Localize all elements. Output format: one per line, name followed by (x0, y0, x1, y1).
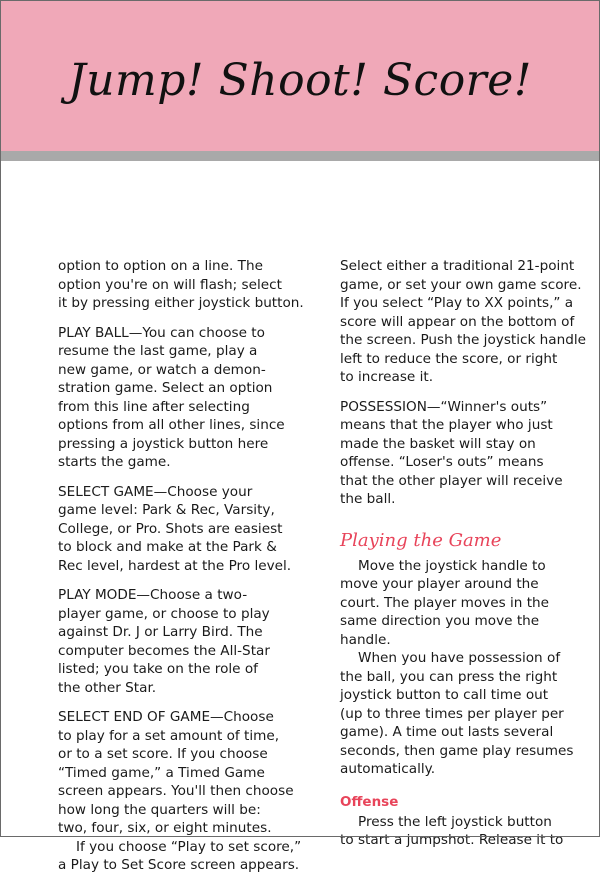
text-line: Select either a traditional 21-point (340, 258, 575, 274)
text-line: to block and make at the Park & (58, 539, 277, 555)
text-line: automatically. (340, 761, 436, 777)
text-line: SELECT GAME—Choose your (58, 483, 253, 500)
text-line: POSSESSION—“Winner's outs” (340, 398, 548, 415)
text-line: “Timed game,” a Timed Game (58, 764, 265, 781)
text-line: left to reduce the score, or right (340, 350, 558, 367)
text-line: pressing a joystick button here (58, 435, 269, 452)
text-line: seconds, then game play resumes (340, 742, 574, 759)
text-line: Rec level, hardest at the Pro level. (58, 557, 292, 574)
text-line: against Dr. J or Larry Bird. The (58, 624, 263, 640)
text-line: to start a jumpshot. Release it to (340, 832, 564, 848)
text-line: handle. (340, 631, 391, 648)
text-line: stration game. Select an option (58, 380, 273, 396)
text-line: means that the player who just (340, 417, 553, 433)
text-line: the ball. (340, 491, 396, 507)
text-line: If you choose “Play to set score,” (76, 838, 302, 855)
text-line: starts the game. (58, 454, 171, 470)
text-line: it by pressing either joystick button. (58, 295, 304, 311)
text-line: new game, or watch a demon- (58, 361, 266, 378)
text-line: If you select “Play to XX points,” a (340, 295, 574, 311)
text-line: resume the last game, play a (58, 343, 258, 359)
text-line: move your player around the (340, 576, 539, 592)
text-line: made the basket will stay on (340, 435, 536, 452)
text-line: the ball, you can press the right (340, 668, 558, 685)
text-line: screen appears. You'll then choose (58, 783, 294, 799)
text-line: player game, or choose to play (58, 605, 270, 622)
text-line: from this line after selecting (58, 398, 250, 415)
sub-heading-offense: Offense (340, 793, 399, 810)
text-line: College, or Pro. Shots are easiest (58, 520, 283, 537)
section-heading-playing-the-game: Playing the Game (340, 529, 502, 551)
text-line: joystick button to call time out (340, 687, 549, 703)
text-line: Press the left joystick button (358, 813, 552, 830)
text-line: a Play to Set Score screen appears. (58, 857, 300, 873)
text-line: game). A time out lasts several (340, 724, 554, 740)
text-line: two, four, six, or eight minutes. (58, 820, 272, 836)
text-line: to play for a set amount of time, (58, 727, 280, 744)
text-line: Move the joystick handle to (358, 557, 546, 574)
text-line: the other Star. (58, 679, 157, 696)
text-line: the screen. Push the joystick handle (340, 332, 587, 348)
text-line: offense. “Loser's outs” means (340, 454, 544, 470)
text-line: SELECT END OF GAME—Choose (58, 709, 274, 725)
text-line: same direction you move the (340, 613, 540, 629)
text-line: that the other player will receive (340, 472, 563, 489)
text-line: option to option on a line. The (58, 258, 263, 274)
text-line: When you have possession of (358, 650, 561, 666)
text-line: court. The player moves in the (340, 594, 550, 611)
page-title: Jump! Shoot! Score! (68, 55, 532, 106)
text-line: PLAY MODE—Choose a two- (58, 587, 248, 603)
text-line: how long the quarters will be: (58, 801, 261, 818)
text-line: score will appear on the bottom of (340, 313, 575, 330)
text-line: options from all other lines, since (58, 417, 285, 433)
text-line: listed; you take on the role of (58, 661, 258, 677)
text-line: game, or set your own game score. (340, 276, 582, 293)
text-line: option you're on will flash; select (58, 276, 282, 293)
text-line: or to a set score. If you choose (58, 746, 268, 762)
paragraph-play-to-set-score (58, 838, 302, 875)
text-line: (up to three times per player per (340, 705, 564, 722)
text-line: PLAY BALL—You can choose to (58, 324, 265, 341)
text-line: game level: Park & Rec, Varsity, (58, 502, 275, 518)
text-line: computer becomes the All-Star (58, 642, 270, 659)
text-line: to increase it. (340, 369, 434, 385)
